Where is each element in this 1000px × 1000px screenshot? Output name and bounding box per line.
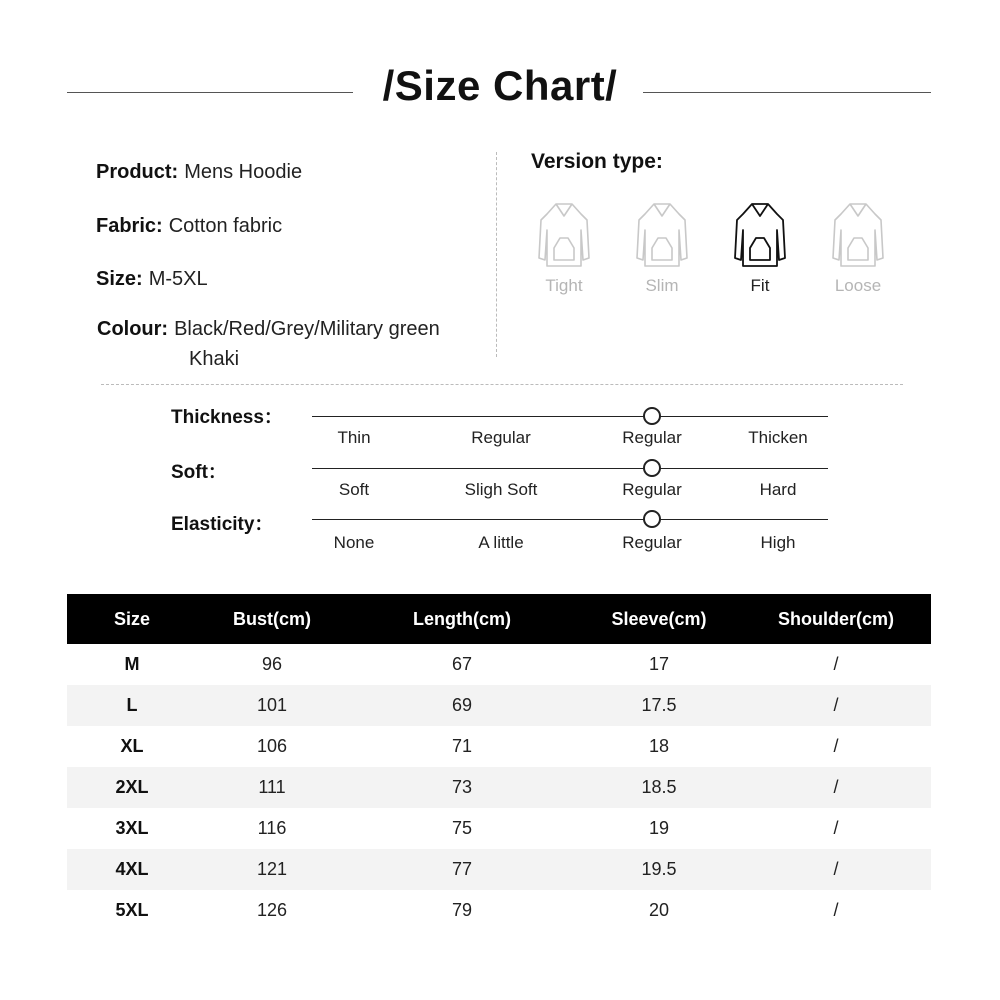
soft-label: Soft： bbox=[171, 462, 227, 483]
cell-sleeve: 17.5 bbox=[577, 685, 741, 726]
title-line-right bbox=[643, 92, 931, 93]
product-label: Product: bbox=[96, 161, 179, 183]
thickness-label: Thickness： bbox=[171, 407, 283, 428]
cell-shoulder: / bbox=[833, 818, 839, 838]
cell-bust: 116 bbox=[257, 818, 287, 838]
thickness-scale-line bbox=[312, 416, 828, 417]
thickness-option: Thin bbox=[337, 428, 371, 447]
cell-size: L bbox=[67, 685, 197, 726]
size-value: M-5XL bbox=[148, 268, 208, 290]
size-label: Size: bbox=[96, 268, 143, 290]
soft-option: Soft bbox=[338, 480, 370, 499]
cell-bust: 106 bbox=[256, 736, 288, 756]
cell-size: M bbox=[124, 654, 140, 674]
cell-length: 73 bbox=[347, 767, 577, 808]
fabric-label: Fabric: bbox=[96, 215, 163, 237]
colour-value-line2: Khaki bbox=[189, 348, 240, 370]
elasticity-option: Regular bbox=[622, 533, 682, 552]
version-label-tight: Tight bbox=[545, 276, 583, 295]
thickness-option: Regular bbox=[622, 428, 682, 447]
column-header-shoulder: Shoulder(cm) bbox=[741, 594, 931, 644]
column-header-length: Length(cm) bbox=[347, 594, 577, 644]
fabric-row bbox=[96, 215, 282, 238]
column-header-sleeve: Sleeve(cm) bbox=[577, 594, 741, 644]
cell-size: 2XL bbox=[67, 767, 197, 808]
table-row bbox=[67, 644, 931, 685]
table-row bbox=[67, 767, 931, 808]
cell-sleeve: 19.5 bbox=[577, 849, 741, 890]
size-row bbox=[96, 268, 208, 291]
cell-size: 3XL bbox=[115, 818, 149, 838]
cell-size: 5XL bbox=[115, 900, 149, 920]
version-option-loose bbox=[818, 200, 898, 296]
soft-scale-line bbox=[312, 468, 828, 469]
elasticity-option: None bbox=[333, 533, 375, 552]
cell-shoulder: / bbox=[741, 849, 931, 890]
size-table bbox=[67, 594, 931, 931]
elasticity-indicator bbox=[643, 510, 661, 528]
hoodie-icon bbox=[632, 200, 692, 268]
version-label-loose: Loose bbox=[834, 276, 882, 295]
soft-option: Sligh Soft bbox=[464, 480, 538, 499]
cell-bust: 126 bbox=[256, 900, 288, 920]
cell-shoulder: / bbox=[833, 736, 839, 756]
cell-size: 4XL bbox=[67, 849, 197, 890]
cell-shoulder: / bbox=[833, 654, 839, 674]
cell-bust: 111 bbox=[197, 767, 347, 808]
colour-label: Colour: bbox=[97, 318, 169, 340]
product-row bbox=[96, 161, 302, 184]
cell-length: 67 bbox=[451, 654, 473, 674]
thickness-option: Thicken bbox=[748, 428, 808, 447]
hoodie-icon bbox=[730, 200, 790, 268]
column-header-bust: Bust(cm) bbox=[197, 594, 347, 644]
elasticity-option: High bbox=[760, 533, 796, 552]
version-type-title: Version type: bbox=[531, 150, 663, 173]
version-option-tight bbox=[524, 200, 604, 296]
cell-length: 71 bbox=[451, 736, 473, 756]
colour-row bbox=[97, 314, 440, 345]
fabric-value: Cotton fabric bbox=[168, 215, 283, 237]
cell-sleeve: 17 bbox=[648, 654, 670, 674]
table-row bbox=[67, 808, 931, 849]
version-label-slim: Slim bbox=[645, 276, 679, 295]
cell-length: 79 bbox=[451, 900, 473, 920]
version-label-fit: Fit bbox=[750, 276, 770, 295]
colour-value-line1: Black/Red/Grey/Military green bbox=[174, 318, 440, 340]
table-row bbox=[67, 726, 931, 767]
cell-shoulder: / bbox=[741, 685, 931, 726]
elasticity-option: A little bbox=[478, 533, 524, 552]
soft-option: Regular bbox=[622, 480, 682, 499]
cell-sleeve: 19 bbox=[648, 818, 670, 838]
cell-bust: 96 bbox=[261, 654, 283, 674]
elasticity-scale-line bbox=[312, 519, 828, 520]
cell-sleeve: 20 bbox=[648, 900, 670, 920]
cell-length: 77 bbox=[347, 849, 577, 890]
vertical-divider bbox=[496, 152, 497, 357]
table-header-row bbox=[67, 594, 931, 644]
cell-length: 75 bbox=[451, 818, 473, 838]
horizontal-divider bbox=[101, 384, 903, 385]
cell-shoulder: / bbox=[833, 900, 839, 920]
cell-shoulder: / bbox=[741, 767, 931, 808]
column-header-size: Size bbox=[67, 594, 197, 644]
cell-sleeve: 18 bbox=[648, 736, 670, 756]
product-value: Mens Hoodie bbox=[184, 161, 303, 183]
hoodie-icon bbox=[828, 200, 888, 268]
cell-size: XL bbox=[120, 736, 144, 756]
cell-length: 69 bbox=[347, 685, 577, 726]
soft-indicator bbox=[643, 459, 661, 477]
page-title: /Size Chart/ bbox=[382, 62, 618, 109]
table-row bbox=[67, 890, 931, 931]
thickness-indicator bbox=[643, 407, 661, 425]
elasticity-label: Elasticity： bbox=[171, 514, 274, 535]
table-row bbox=[67, 685, 931, 726]
cell-bust: 121 bbox=[197, 849, 347, 890]
cell-sleeve: 18.5 bbox=[577, 767, 741, 808]
table-row bbox=[67, 849, 931, 890]
cell-bust: 101 bbox=[197, 685, 347, 726]
thickness-option: Regular bbox=[471, 428, 531, 447]
soft-option: Hard bbox=[759, 480, 797, 499]
hoodie-icon bbox=[534, 200, 594, 268]
version-option-slim bbox=[622, 200, 702, 296]
version-option-fit bbox=[720, 200, 800, 296]
